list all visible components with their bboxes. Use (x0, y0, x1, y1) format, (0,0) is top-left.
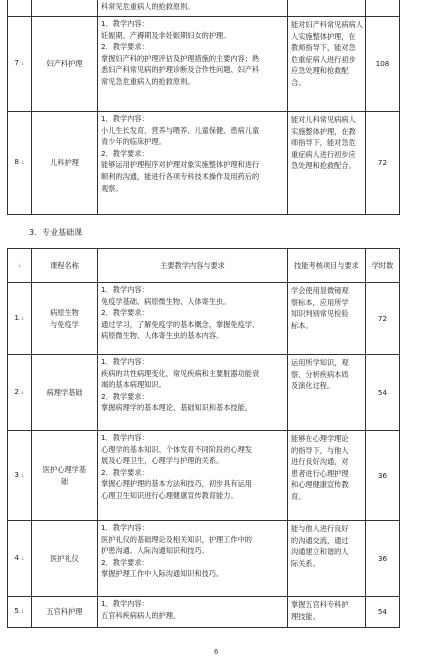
top-course-table (7, 0, 435, 215)
course-hours: 54 (366, 597, 400, 628)
course-name: 医护心理学基 础 (32, 431, 98, 521)
table-row (8, 597, 435, 628)
course-number: 8.↓ (8, 112, 32, 215)
course-content: 科常见危重病人的抢救原则。 (98, 0, 288, 17)
course-number: 2.↓ (8, 355, 32, 431)
header-course-name: 课程名称 (32, 249, 98, 283)
course-content: 1．教学内容： 小儿生长发育、营养与喂养、儿童保健、患病儿童 青少年的临床护理。 2．教学要求： 能够运用护理程序对护理对象实施整体护理和进行 顺利的沟通，能进行各项专科技术操作及用药后的 观察。 (98, 112, 288, 215)
course-hours: 72 (366, 112, 400, 215)
course-number: 5.↓ (8, 597, 32, 628)
course-name: 病理学基础 (32, 355, 98, 431)
course-hours: 54 (366, 355, 400, 431)
course-content: 1．教学内容： 心理学的基本知识、个体发育不同阶段的心理发 展及心理卫生，心理学与护理的关系。 2．教学要求： 掌握心理护理的基本方法和技巧，初步具有运用 心理卫生知识进行心理健康宣传教育能力。 (98, 431, 288, 521)
course-content: 1．教学内容： 五官科疾病病人的护理。 (98, 597, 288, 628)
course-name: 医护礼仪 (32, 521, 98, 597)
course-content: 1．教学内容： 医护礼仪的基础理论及相关知识，护理工作中的 护患沟通、人际沟通知识和技巧。 2．教学要求： 掌握护理工作中人际沟通知识和技巧。 (98, 521, 288, 597)
course-skills: 运用所学知识，观 察、分析疾病本质 及演化过程。 (288, 355, 366, 431)
table-row (8, 112, 435, 215)
header-number: ↓ (8, 249, 32, 283)
course-name: 妇产科护理 (32, 17, 98, 112)
page-number: 6 (214, 648, 219, 656)
course-hours (366, 0, 400, 17)
course-content: 1．教学内容： 疾病的共性病理变化，常见疾病和主要脏器功能衰 竭的基本病理知识。 2．教学要求： 掌握病理学的基本理论、基础知识和基本技能。 (98, 355, 288, 431)
table-row (8, 17, 435, 112)
header-skills: 技能考核项目与要求 (288, 249, 366, 283)
table-row (8, 355, 435, 431)
course-number: 1.↓ (8, 283, 32, 355)
table-row (8, 0, 435, 17)
course-number: 7.↓ (8, 17, 32, 112)
header-content: 主要教学内容与要求 (98, 249, 288, 283)
course-hours: 72 (366, 283, 400, 355)
course-skills: 掌握五官科专科护 理技能。 (288, 597, 366, 628)
table-header-row (8, 249, 435, 283)
course-skills: 能对儿科常见病病人 实施整体护理，在教 师指导下，能对急危 重症病人进行初步应 急处理和抢救配合。 (288, 112, 366, 215)
course-content: 1．教学内容： 免疫学基础、病原微生物、人体寄生虫。 2．教学要求： 通过学习，了解免疫学的基本概念，掌握免疫学、 病原微生物、人体寄生虫的基本内容。 (98, 283, 288, 355)
course-name: 五官科护理 (32, 597, 98, 628)
section-title: 3．专业基础课 (29, 228, 83, 237)
table-row (8, 521, 435, 597)
course-number: 4.↓ (8, 521, 32, 597)
course-hours: 36 (366, 521, 400, 597)
course-skills: 能够在心理学理论 的指导下，与他人 进行良好沟通，对 患者进行心理护理 和心理健康宣传教 育。 (288, 431, 366, 521)
course-skills: 学会使用显微镜观 察标本，应用所学 知识判别常见检验 标本。 (288, 283, 366, 355)
course-hours: 36 (366, 431, 400, 521)
table-row (8, 431, 435, 521)
course-name: 儿科护理 (32, 112, 98, 215)
course-skills: 能对妇产科常见病病人 人实施整体护理，在 教师指导下，能对急 危重症病人进行初步 应急处理和抢救配 合。 (288, 17, 366, 112)
header-hours: 学时数 (366, 249, 400, 283)
course-name: 病原生物 与免疫学 (32, 283, 98, 355)
course-name (32, 0, 98, 17)
course-skills: 能与他人进行良好 的沟通交流，通过 沟通建立和谐的人 际关系。 (288, 521, 366, 597)
course-skills (288, 0, 366, 17)
course-content: 1．教学内容： 妊娠期、产褥期及非妊娠期妇女的护理。 2．教学要求： 掌握妇产科的护理评估及护理措施的主要内容；熟 悉妇产科常见病的护理诊断及合作性问题、妇产科 常见急危重病人的抢救原则。 (98, 17, 288, 112)
table-row (8, 283, 435, 355)
basic-course-table (7, 248, 435, 628)
course-hours: 108 (366, 17, 400, 112)
course-number (8, 0, 32, 17)
course-number: 3.↓ (8, 431, 32, 521)
